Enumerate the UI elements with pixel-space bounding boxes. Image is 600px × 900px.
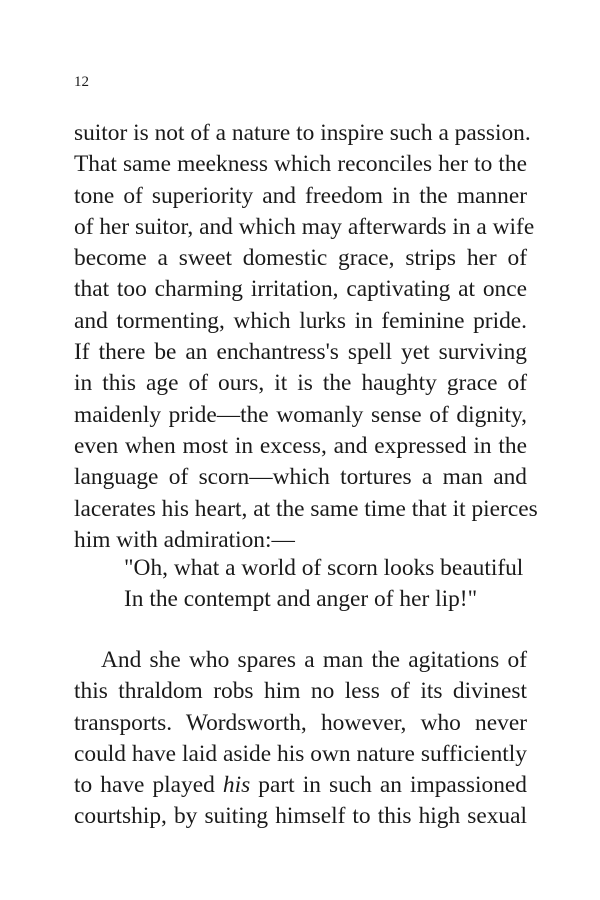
text-line: become a sweet domestic grace, strips her of	[74, 245, 527, 272]
paragraph-2	[74, 645, 527, 833]
text-line: even when most in excess, and expressed in the	[74, 432, 527, 459]
text-line: him with admiration:—	[74, 526, 295, 553]
text-line: of her suitor, and which may afterwards in a wife	[74, 213, 535, 240]
text-fragment: to have played	[74, 772, 223, 799]
text-fragment: part in such an impassioned	[250, 772, 527, 799]
text-line: suitor is not of a nature to inspire such a passion.	[74, 120, 531, 146]
page-number: 12	[74, 74, 89, 90]
text-line: language of scorn—which tortures a man and	[74, 464, 527, 491]
text-line: courtship, by suiting himself to this high sexual	[74, 803, 527, 830]
quote-line: In the contempt and anger of her lip!"	[124, 586, 478, 613]
text-line: maidenly pride—the womanly sense of dignity,	[74, 401, 527, 428]
text-line: tone of superiority and freedom in the manner	[74, 182, 527, 209]
text-line-with-emphasis	[74, 770, 527, 801]
text-line: And she who spares a man the agitations of	[101, 647, 527, 673]
text-line: transports. Wordsworth, however, who never	[74, 709, 527, 736]
text-line: lacerates his heart, at the same time that it pierces	[74, 495, 538, 522]
text-line: this thraldom robs him no less of its divinest	[74, 678, 527, 705]
emphasis-word: his	[222, 772, 251, 799]
text-line: could have laid aside his own nature sufficiently	[74, 740, 527, 767]
text-line: and tormenting, which lurks in feminine pride.	[74, 307, 527, 334]
text-line: that too charming irritation, captivating at once	[74, 276, 527, 303]
text-line: If there be an enchantress's spell yet surviving	[74, 339, 527, 366]
text-line: That same meekness which reconciles her to the	[74, 151, 527, 178]
paragraph-1	[74, 118, 538, 556]
quote-line: "Oh, what a world of scorn looks beautiful	[124, 555, 524, 581]
text-line: in this age of ours, it is the haughty grace of	[74, 370, 527, 397]
verse-quote	[124, 553, 523, 616]
